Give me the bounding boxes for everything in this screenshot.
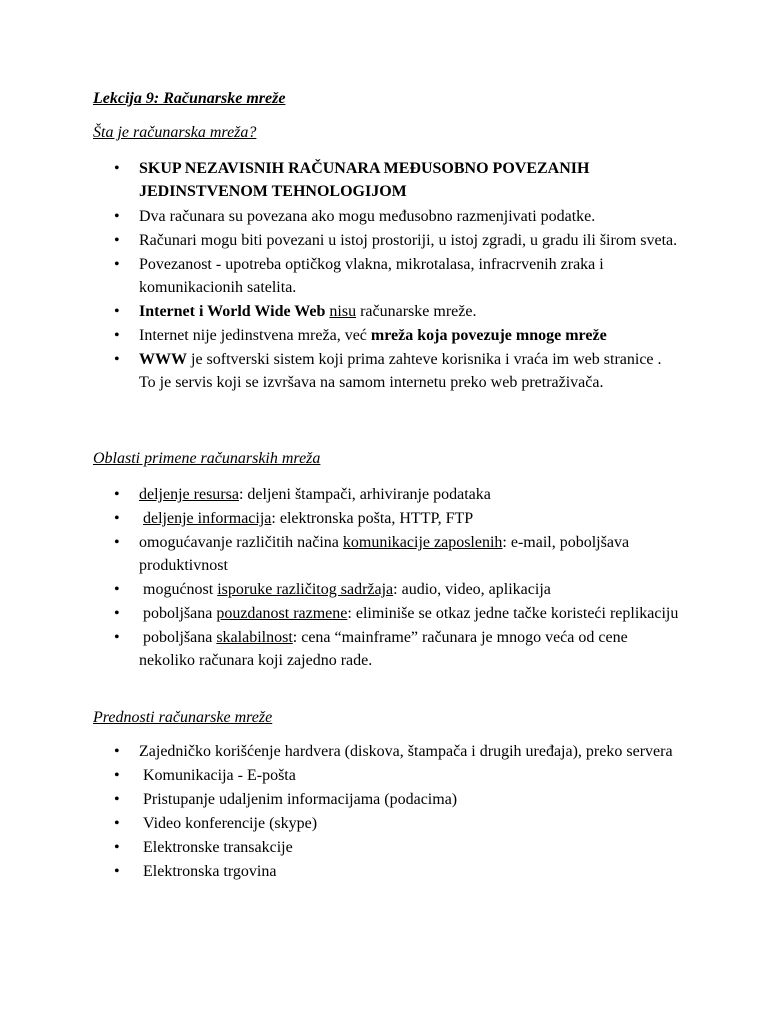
- list-item: • mogućnost isporuke različitog sadržaja: audio, video, aplikacija: [0, 578, 679, 601]
- list-item: • Dva računara su povezana ako mogu međusobno razmenjivati podatke.: [0, 205, 679, 228]
- list-item: • Elektronske transakcije: [0, 836, 679, 859]
- list-item: • Video konferencije (skype): [0, 812, 679, 835]
- list-item: • poboljšana skalabilnost: cena “mainframe” računara je mnogo veća od cene nekoliko računara koji zajedno rade.: [0, 626, 679, 672]
- list-item: • Komunikacija - E-pošta: [0, 764, 679, 787]
- list-item: • Internet nije jedinstvena mreža, već mreža koja povezuje mnoge mreže: [0, 324, 679, 347]
- list-item: • poboljšana pouzdanost razmene: eliminiše se otkaz jedne tačke koristeći replikaciju: [0, 602, 679, 625]
- list-item: • deljenje resursa: deljeni štampači, arhiviranje podataka: [0, 483, 679, 506]
- list-item: • WWW je softverski sistem koji prima zahteve korisnika i vraća im web stranice . To je servis koji se izvršava na samom internetu preko web pretraživača.: [0, 348, 679, 394]
- list-item: • Računari mogu biti povezani u istoj prostoriji, u istoj zgradi, u gradu ili širom sveta.: [0, 229, 679, 252]
- advantages-list: [0, 740, 768, 883]
- list-item: • omogućavanje različitih načina komunikacije zaposlenih: e-mail, poboljšava produktivnost: [0, 531, 679, 577]
- applications-list: [0, 483, 768, 672]
- list-item: • Pristupanje udaljenim informacijama (podacima): [0, 788, 679, 811]
- list-item: • Internet i World Wide Web nisu računarske mreže.: [0, 300, 679, 323]
- list-item: • SKUP NEZAVISNIH RAČUNARA MEĐUSOBNO POVEZANIH JEDINSTVENOM TEHNOLOGIJOM: [0, 157, 679, 203]
- list-item: • Zajedničko korišćenje hardvera (diskova, štampača i drugih uređaja), preko servera: [0, 740, 679, 763]
- section-heading-definition: Šta je računarska mreža?: [93, 124, 257, 141]
- section-heading-applications: Oblasti primene računarskih mreža: [93, 450, 321, 467]
- list-item: • Elektronska trgovina: [0, 860, 679, 883]
- list-item: • Povezanost - upotreba optičkog vlakna, mikrotalasa, infracrvenih zraka i komunikacionih satelita.: [0, 253, 679, 299]
- lesson-title: Lekcija 9: Računarske mreže: [93, 90, 286, 107]
- list-item: • deljenje informacija: elektronska pošta, HTTP, FTP: [0, 507, 679, 530]
- section-heading-advantages: Prednosti računarske mreže: [93, 709, 273, 726]
- definition-list: [0, 157, 768, 394]
